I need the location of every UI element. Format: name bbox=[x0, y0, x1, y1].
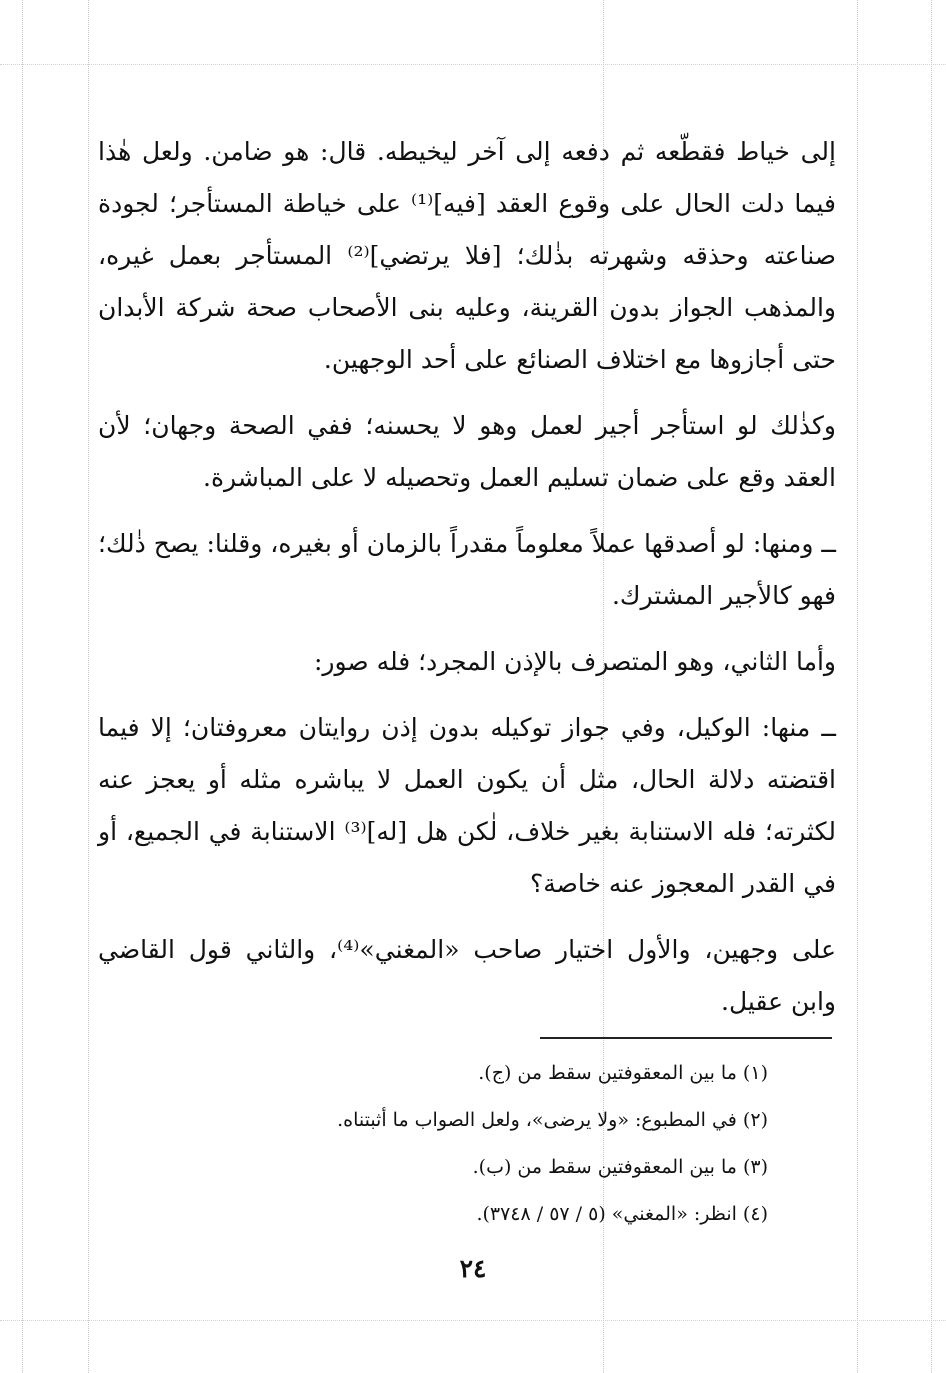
paragraph: ــ ومنها: لو أصدقها عملاً معلوماً مقدراً بالزمان أو بغيره، وقلنا: يصح ذٰلك؛ فهو كالأجير المشترك. bbox=[98, 529, 836, 610]
scan-guide-line bbox=[0, 1320, 946, 1321]
paragraph: على وجهين، والأول اختيار صاحب «المغني»⁽⁴⁾، والثاني قول القاضي وابن عقيل. bbox=[98, 935, 836, 1016]
page-number: ٢٤ bbox=[459, 1254, 487, 1283]
scan-guide-line bbox=[0, 64, 946, 65]
paragraph: ــ منها: الوكيل، وفي جواز توكيله بدون إذن روايتان معروفتان؛ إلا فيما اقتضته دلالة الحال، مثل أن يكون العمل لا يباشره مثله أو يعجز عنه لكثرته؛ فله الاستنابة بغير خلاف، لٰكن هل [له]⁽³⁾ الاستنابة في الجميع، أو في القدر المعجوز عنه خاصة؟ bbox=[98, 713, 837, 898]
paragraph: وكذٰلك لو استأجر أجير لعمل وهو لا يحسنه؛ ففي الصحة وجهان؛ لأن العقد وقع على ضمان تسليم العمل وتحصيله لا على المباشرة. bbox=[98, 411, 836, 492]
footnote: (٢) في المطبوع: «ولا يرضى»، ولعل الصواب ما أثبتناه. bbox=[337, 1109, 768, 1131]
paragraph: وأما الثاني، وهو المتصرف بالإذن المجرد؛ فله صور: bbox=[314, 647, 836, 676]
scan-guide-line bbox=[88, 0, 89, 1373]
scan-guide-line bbox=[931, 0, 932, 1373]
scan-guide-line bbox=[857, 0, 858, 1373]
footnote: (٤) انظر: «المغني» (٥ / ٥٧ / ٣٧٤٨). bbox=[476, 1203, 768, 1225]
footnote: (٣) ما بين المعقوفتين سقط من (ب). bbox=[472, 1156, 768, 1178]
main-text bbox=[98, 126, 836, 1042]
footnotes bbox=[180, 1050, 768, 1238]
footnote: (١) ما بين المعقوفتين سقط من (ج). bbox=[478, 1062, 768, 1084]
footnote-separator bbox=[540, 1037, 832, 1039]
paragraph: إلى خياط فقطّعه ثم دفعه إلى آخر ليخيطه. قال: هو ضامن. ولعل هٰذا فيما دلت الحال على وقوع العقد [فيه]⁽¹⁾ على خياطة المستأجر؛ لجودة صناعته وحذقه وشهرته بذٰلك؛ [فلا يرتضي]⁽²⁾ المستأجر بعمل غيره، والمذهب الجواز بدون القرينة، وعليه بنى الأصحاب صحة شركة الأبدان حتى أجازوها مع اختلاف الصنائع على أحد الوجهين. bbox=[98, 137, 836, 374]
scan-guide-line bbox=[22, 0, 23, 1373]
